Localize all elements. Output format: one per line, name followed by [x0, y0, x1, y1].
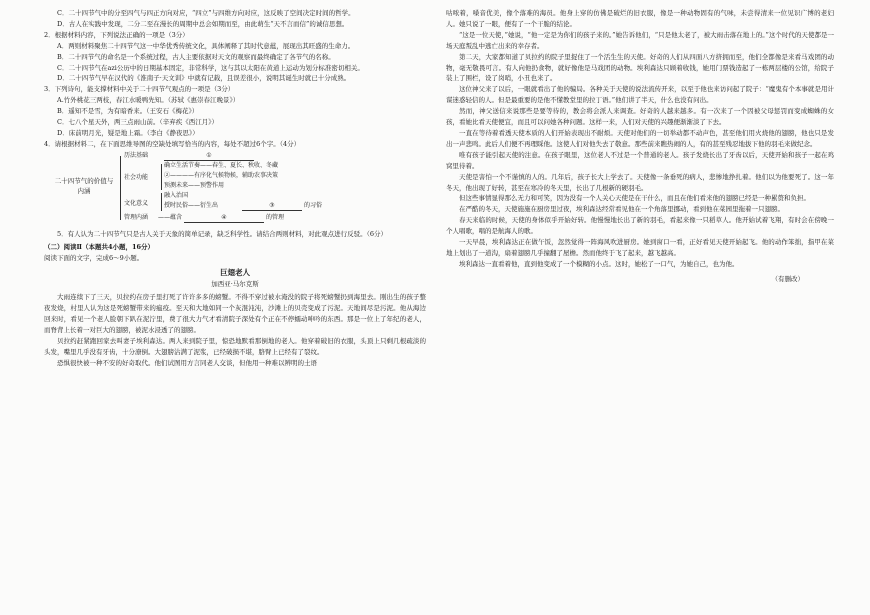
q1-option-d: D．古人在实践中发现，二分二至在漫长的周期中总会如期而至，由此萌生“天不言而信”的诚信思想。: [57, 19, 349, 28]
story-paragraph: 贝拉约赶紧跑回家去叫妻子埃利森达。两人来到院子里，惊恐地默看那倒地的老人。他穿着破旧的衣服，头顶上只剩几根疏淡的头发，嘴里几乎没有牙齿，十分潦倒。大翅膀沾满了泥浆，已经破损不堪，胳臂上已经有了裂纹。: [44, 336, 426, 356]
section-title: （二）阅读Ⅱ（本题共4小题，16分）: [44, 242, 155, 251]
reading-instruction: 阅读下面的文字，完成6～9小题。: [44, 253, 144, 262]
q3-option-a: A.竹外桃花三两枝，春江水暖鸭先知。（苏轼《惠崇春江晚景》）: [57, 96, 240, 105]
story-paragraph: 埃利森达一直看着他，直到他变成了一个模糊的小点。这时，她松了一口气，为她自己，也为他。: [459, 259, 739, 268]
story-paragraph: 第二天，大家都知道了贝拉约的院子里捉住了一个活生生的天使。好奇的人们从四面八方挤拥而至，他们全都像是来看马戏团的动物，毫无敬畏可言。有人向他扔食物，就好像他是马戏团的动物。埃利森达只顾着收钱，她用门票钱造起了一栋两层楼的公馆，给院子装上了围栏，设了岗哨，小丑也来了。: [446, 52, 834, 83]
mind-map-blank-3: ③: [242, 202, 302, 211]
mind-map-b1-label: 历法基础: [124, 151, 149, 159]
mind-map-b2-item-2: ②————有序化气候物候，辅助农事决策: [164, 171, 279, 179]
mind-map-blank-1: ①: [164, 152, 254, 161]
mind-map-b2-item-3: 预测未来——预警作用: [164, 181, 225, 189]
story-paragraph: 但这些事情显得那么无力和可笑，因为没有一个人关心天使是在干什么，而且在他们看来他的翅膀已经是一种累赘和负担。: [459, 194, 810, 203]
q2-option-a: A．两则材料聚焦二十四节气这一中华优秀传统文化，具体阐释了其时代意蕴，展现出其旺盛的生命力。: [57, 41, 355, 50]
story-paragraph: 一天早晨，埃利森达正在做午饭，忽然觉得一阵海风吹进厨房。她到窗口一看，正好看见天使开始起飞。他的动作笨拙，指甲在菜地上划出了一道沟，扇着翅膀几乎撞翻了屋檐。然而他终于飞了起来，越飞越高。: [446, 238, 834, 257]
q2-option-b: B．二十四节气的命名是一个系统过程，古人主要依据对天文的观察而最终确定了各节气的名称。: [57, 52, 335, 61]
q2-stem: 2．根据材料内容，下列说法正确的一项是（3分）: [44, 30, 189, 39]
q4-stem: 4．请根据材料二，在下面思维导图的空缺处填写恰当的内容，每处不超过6个字。（4分）: [44, 139, 301, 148]
mind-map-b2-label: 社会功能: [124, 173, 149, 181]
mind-map-b3-item-1: 融入治国: [164, 191, 189, 199]
mind-map-center: 二十四节气的价值与内涵: [54, 176, 114, 195]
mind-map-b3-label: 文化意义: [124, 199, 149, 207]
story-paragraph: 在严酷的冬天，天使施施在厨房里过夜，埃利森达经常看见他在一个角落里挪动，看到他在菜园里拖着一只翅膀。: [459, 205, 784, 214]
story-paragraph: 咕哝着，嗓音优美，像个落难的海员。他身上穿的仿佛是破烂的旧衣服，像是一种动物固有的气味，未尝得清来一位见识广博的老妇人。她只说了一眼，便有了一个干脆的结论。: [446, 9, 834, 28]
mind-map-b3-item-2: 授时民俗——衍生出: [164, 201, 219, 209]
mind-map-b4-tail: 的管理: [266, 213, 285, 221]
mind-map-bracket: [120, 156, 121, 220]
story-paragraph: 然而，神父送信来说那些是要等待的，教会将会派人来调查。好奇的人越来越多。有一次来了一个因被父母惩罚而变成蜘蛛的女孩，看她比看天使便宜，而且可以问她各种问题。这样一来，人们对天使的兴趣便渐渐淡了下去。: [446, 107, 834, 127]
story-paragraph: 恐惧很快被一种不安的好奇取代。他们试图用方言同老人交谈，但他用一种难以辨明的土语: [57, 358, 317, 367]
mind-map-b4-text: ——蕴含: [158, 213, 183, 221]
mind-map-b2-item-1: 确立生活节奏——春生、夏长、秋收、冬藏: [164, 161, 279, 169]
q1-option-c: C．二十四节气中的分至四气与四正方向对应，“四立”与四维方向对应，这反映了空间决定时间的哲学。: [57, 9, 355, 17]
q3-option-d: D．床前明月光，疑是地上霜。（李白《静夜思》）: [57, 128, 199, 137]
mind-map-b3-bracket: [161, 193, 162, 211]
story-paragraph: 一直在等待着看透天使本质的人们开始表现出不耐烦。天使对他们的一切举动都不动声色，甚至他们用火烧他的翅膀，他也只是发出一声悲鸣。此后人们便不再理睬他。这使人们对他失去了敬意。那些前来瞧热闹的人，有的甚至残忍地拔下他的羽毛来做纪念。: [446, 128, 834, 148]
mind-map: [44, 152, 426, 226]
mind-map-b2-bracket: [161, 164, 162, 190]
story-paragraph: 天使是害怕一个不谨慎的人的。几年后，孩子长大上学去了。天使像一条垂死的病人，悲惨地挣扎着。他们以为他要死了。这一年冬天，他出现了好转，甚至在寒冷的冬天里，长出了几根新的硬羽毛。: [446, 172, 834, 192]
story-paragraph: 唯有孩子能引起天使的注意。在孩子眼里，这位老人不过是一个普通的老人。孩子发烧长出了牙齿以后，天使开始和孩子一起在鸡窝里待着。: [446, 150, 834, 170]
q3-option-c: C．七八个星天外，两三点雨山前。（辛弃疾《西江月》）: [57, 118, 218, 127]
left-column: [44, 8, 426, 369]
abridged-note: （有删改）: [771, 274, 804, 283]
q5-stem: 5．有人认为二十四节气只是古人关于天象的简单记录，缺乏科学性。请结合两则材料，对此观点进行反驳。（6分）: [57, 229, 388, 238]
right-column: [446, 8, 834, 291]
q3-stem: 3．下列诗句，能支撑材料中关于二十四节气观点的一项是（3分）: [44, 85, 235, 94]
q2-option-d: D．二十四节气早在汉代的《淮南子·天文训》中就有记载，且误差很小，说明其诞生时就已十分成熟。: [57, 74, 351, 83]
story-title: 巨翅老人: [220, 267, 250, 277]
q3-option-b: B．遥知不是雪，为有暗香来。（王安石《梅花》）: [57, 107, 199, 116]
mind-map-b3-item-tail: 的习俗: [304, 201, 323, 209]
story-paragraph: 这位神父来了以后，一眼就看出了他的骗局。各种关于天使的说法流传开来，以至于他也来访问起了院子：“魔鬼有个本事就是用计谋迷惑轻信的人。但是最重要的是他不懂教堂里的拉丁语。”他们讲了半天，什么也没有问出。: [446, 85, 834, 105]
story-paragraph: 大雨连续下了三天，贝拉约在房子里打死了许许多多的螃蟹。不得不穿过被水淹没的院子将死螃蟹扔到海里去。刚出生的孩子整夜发烧，村里人认为这是死螃蟹带来的瘟疫。至天和大地如同一个灰混沌沌，沙滩上的贝壳变成了污泥。天地间尽是污泥。他从海边回来时，看见一个老人脸朝下趴在泥泞里，费了很大力气才看清院子深处有个正在不停蠕动呻吟的东西。那是一位上了年纪的老人，而脊背上长着一对巨大的翅膀，被泥水浸透了的翅膀。: [44, 293, 426, 335]
story-author: 加西亚·马尔克斯: [211, 280, 259, 289]
story-paragraph: 春天来临的时候，天使的身体似乎开始好转。他慢慢地长出了新的羽毛，看起来像一只稻草人。他开始试着飞翔，有时会在傍晚一个人唱歌，唱的是航海人的歌。: [446, 216, 834, 236]
mind-map-b4-label: 管理内涵: [124, 213, 149, 221]
story-paragraph: “这是一位天使，”她说，“他一定是为你们的孩子来的。”她告诉他们，“只是他太老了，被大雨击落在地上的。”这个时代的天使都是一场天庭叛乱中逃亡出来的幸存者。: [446, 30, 834, 50]
mind-map-blank-4: ④: [184, 214, 264, 223]
q2-option-c: C．二十四节气在azi公历中的日期基本固定，非常科学，这与其以太阳在黄道上运动为划分标准密切相关。: [57, 63, 364, 72]
